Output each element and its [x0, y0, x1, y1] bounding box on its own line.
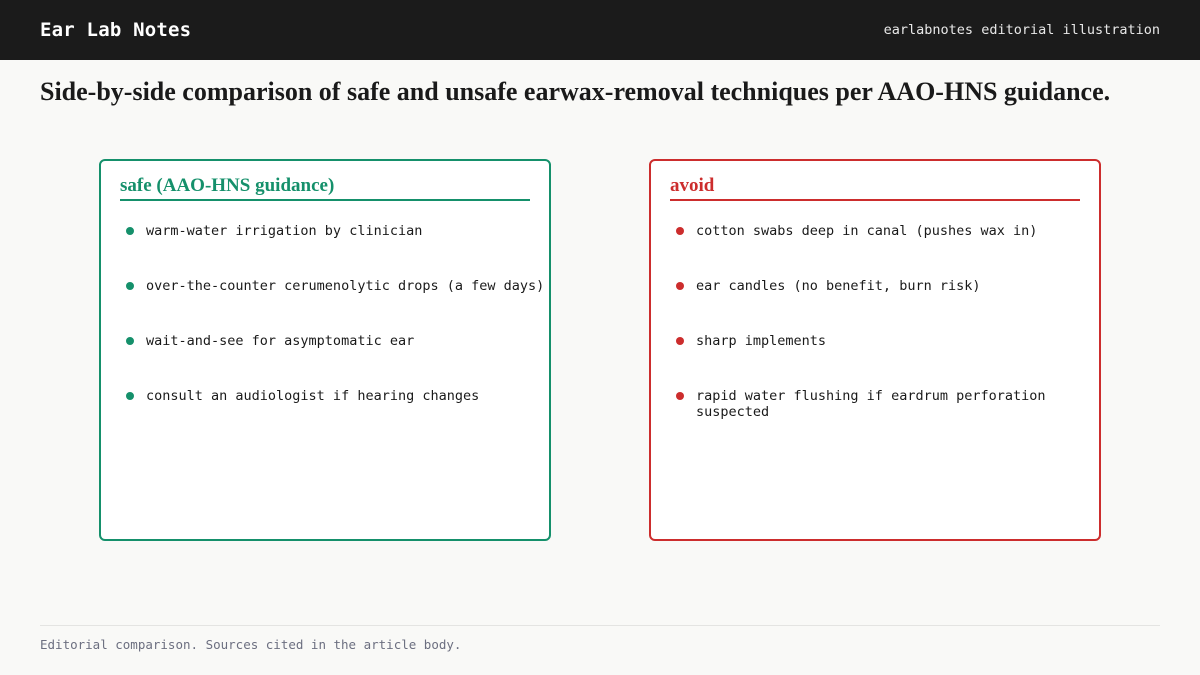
bullet-dot-icon	[676, 392, 684, 400]
avoid-item	[676, 278, 1086, 333]
safe-list	[126, 223, 545, 443]
avoid-item-label: sharp implements	[696, 333, 827, 349]
safe-item-label: warm-water irrigation by clinician	[146, 223, 423, 239]
footer-note: Editorial comparison. Sources cited in the article body.	[40, 637, 462, 652]
bullet-dot-icon	[676, 227, 684, 235]
avoid-item-label: cotton swabs deep in canal (pushes wax in)	[696, 223, 1038, 239]
top-bar	[0, 0, 1200, 60]
bullet-dot-icon	[126, 282, 134, 290]
byline: earlabnotes editorial illustration	[883, 22, 1160, 38]
safe-item-label: over-the-counter cerumenolytic drops (a few days)	[146, 278, 545, 294]
bullet-dot-icon	[676, 337, 684, 345]
avoid-panel-title: avoid	[670, 173, 1080, 201]
avoid-item-label: ear candles (no benefit, burn risk)	[696, 278, 981, 294]
avoid-item	[676, 333, 1086, 388]
avoid-item	[676, 223, 1086, 278]
headline: Side-by-side comparison of safe and unsafe earwax-removal techniques per AAO-HNS guidance.	[40, 77, 1111, 106]
site-brand[interactable]: Ear Lab Notes	[40, 19, 192, 41]
safe-item-label: wait-and-see for asymptomatic ear	[146, 333, 415, 349]
avoid-item-label: rapid water flushing if eardrum perforation suspected	[696, 388, 1046, 420]
safe-item	[126, 388, 536, 443]
avoid-list	[676, 223, 1086, 443]
bullet-dot-icon	[126, 337, 134, 345]
bullet-dot-icon	[676, 282, 684, 290]
safe-panel-title: safe (AAO-HNS guidance)	[120, 173, 530, 201]
safe-panel	[99, 159, 551, 541]
safe-item	[126, 223, 536, 278]
safe-item-label: consult an audiologist if hearing changes	[146, 388, 480, 404]
bullet-dot-icon	[126, 227, 134, 235]
safe-item	[126, 333, 536, 388]
avoid-panel	[649, 159, 1101, 541]
avoid-item	[676, 388, 1086, 443]
footer-divider	[40, 625, 1160, 626]
bullet-dot-icon	[126, 392, 134, 400]
safe-item	[126, 278, 545, 333]
